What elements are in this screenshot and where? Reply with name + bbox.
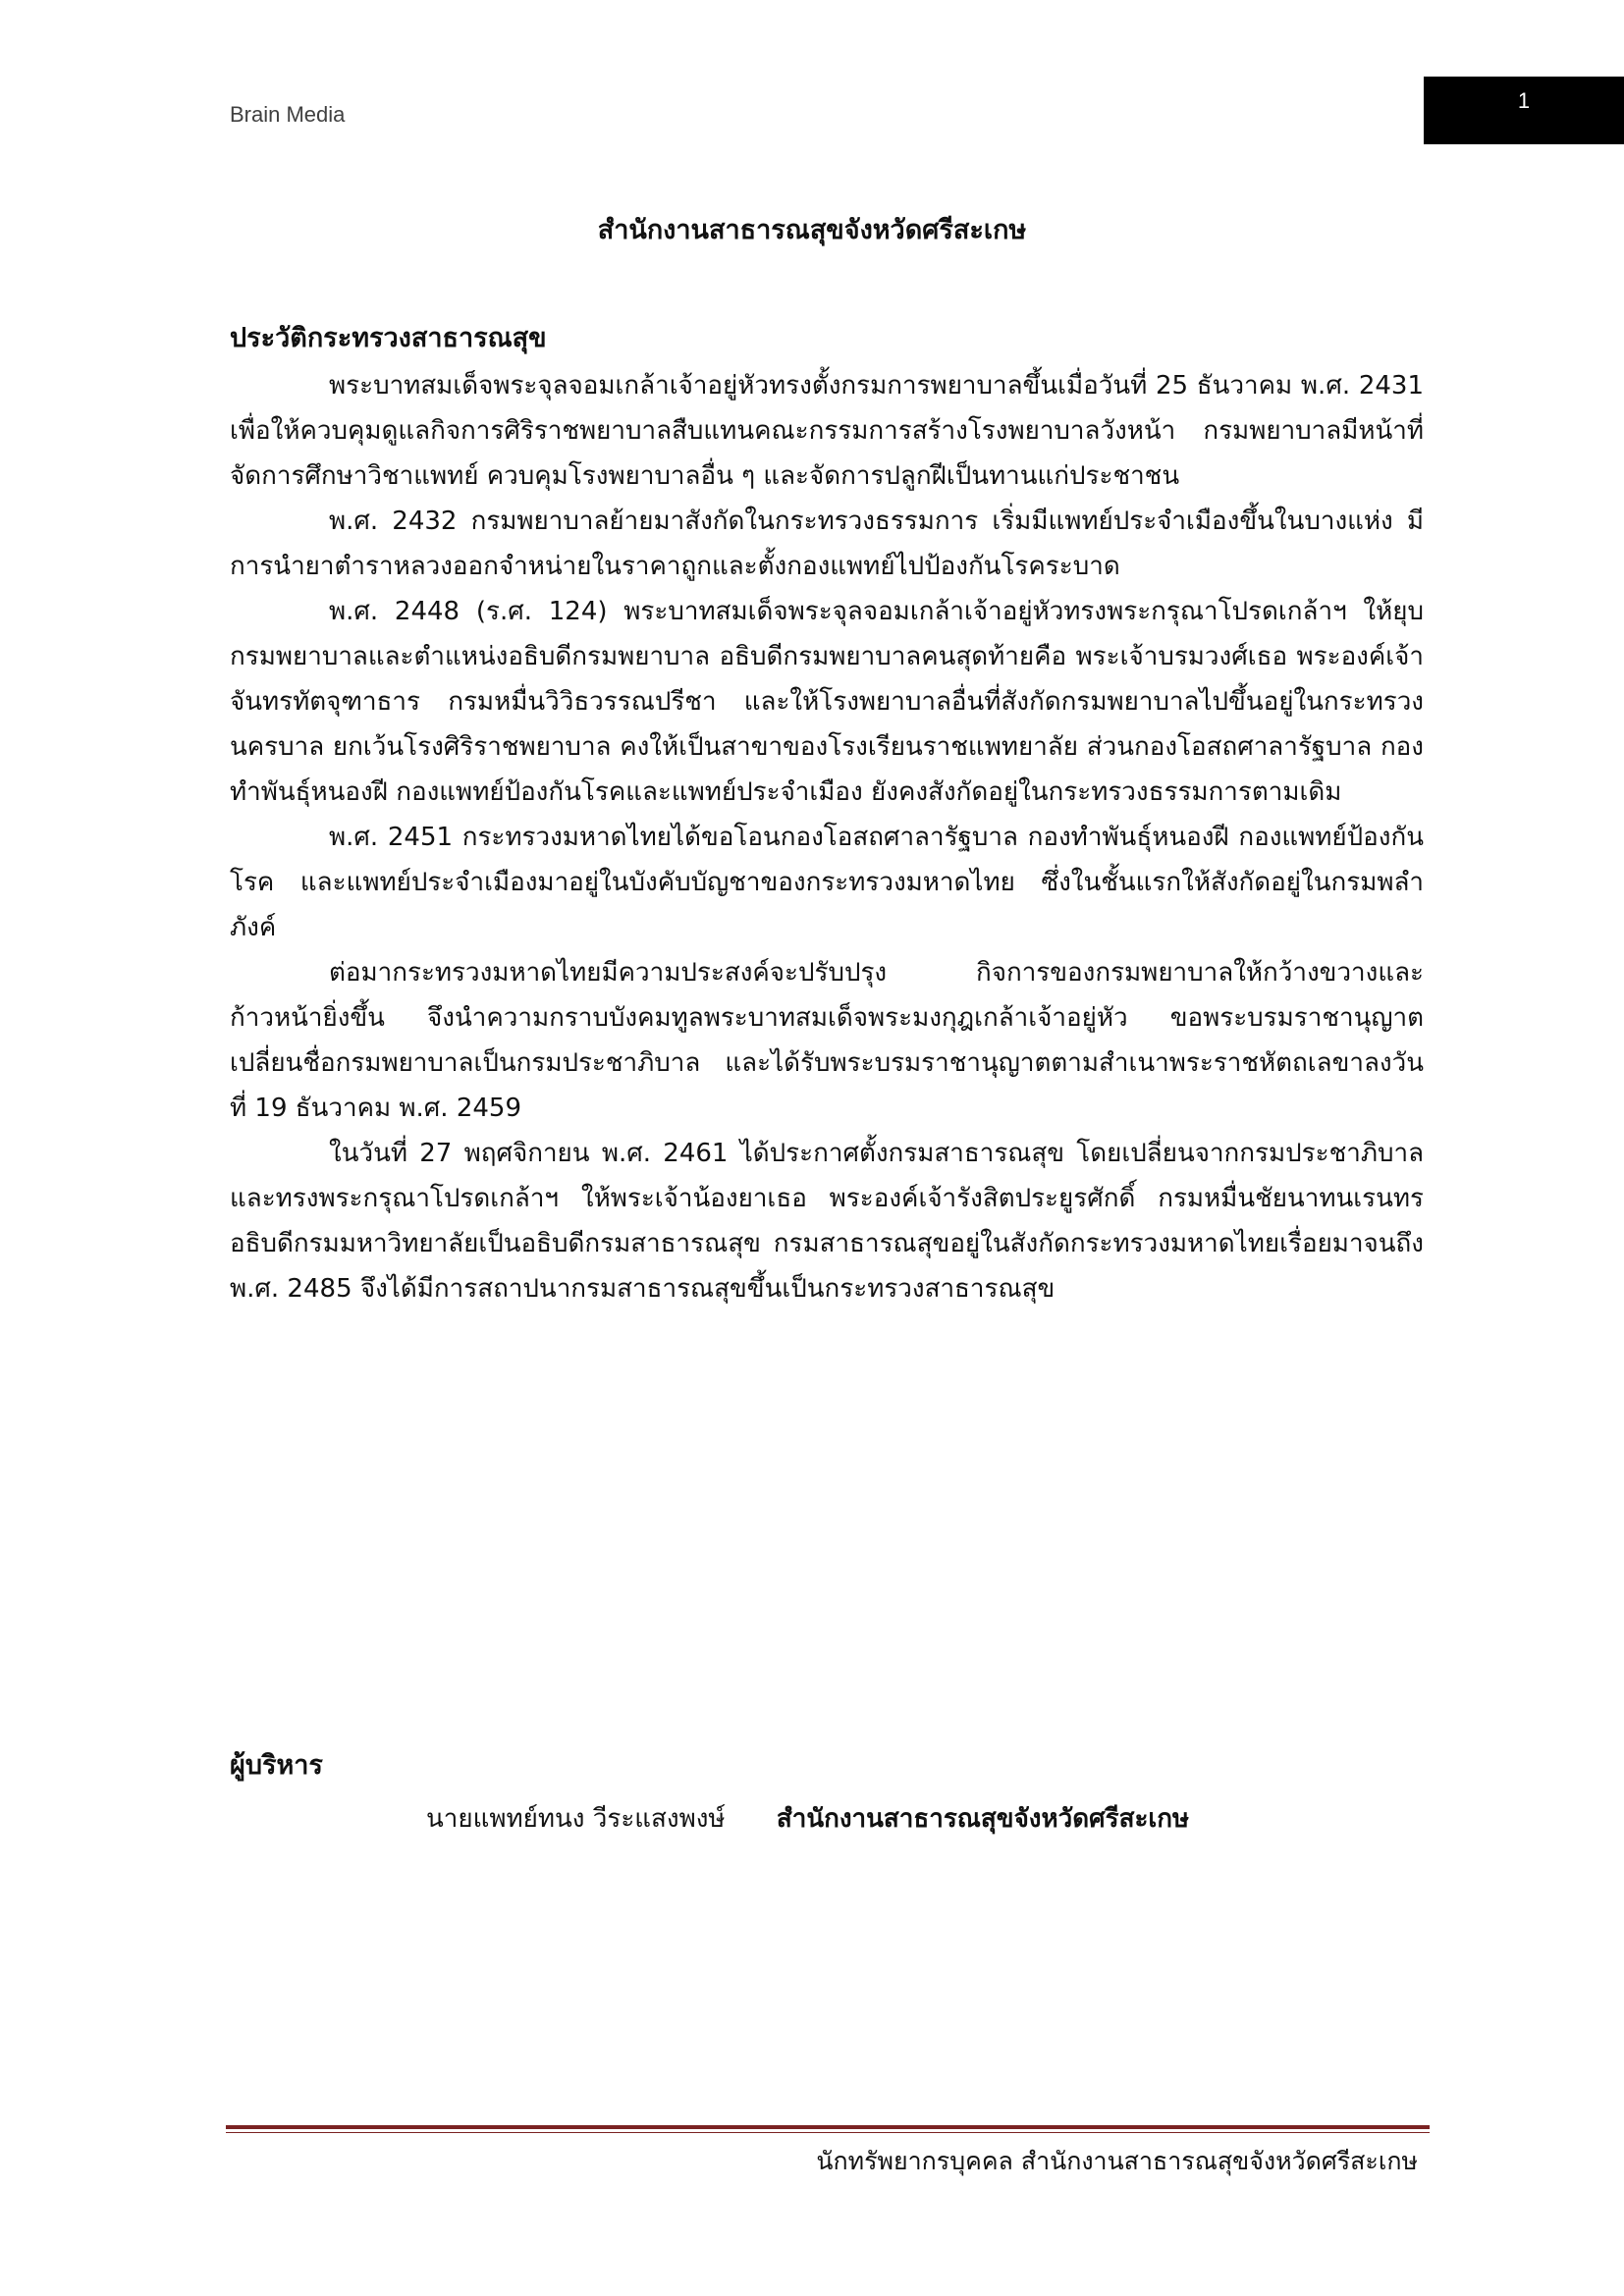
page-number: 1 xyxy=(1517,88,1531,113)
history-paragraph: พระบาทสมเด็จพระจุลจอมเกล้าเจ้าอยู่หัวทรงตั้งกรมการพยาบาลขึ้นเมื่อวันที่ 25 ธันวาคม พ.ศ. 2431 เพื่อให้ควบคุมดูแลกิจการศิริราชพยาบาลสืบแทนคณะกรรมการสร้างโรงพยาบาลวังหน้า กรมพยาบาลมีหน้าที่จัดการศึกษาวิชาแพทย์ ควบคุมโรงพยาบาลอื่น ๆ และจัดการปลูกฝีเป็นทานแก่ประชาชน xyxy=(230,371,1424,491)
document-title: สำนักงานสาธารณสุขจังหวัดศรีสะเกษ xyxy=(597,215,1027,245)
history-body xyxy=(230,363,1424,1311)
admin-office: สำนักงานสาธารณสุขจังหวัดศรีสะเกษ xyxy=(776,1804,1190,1834)
page-number-box xyxy=(1424,77,1624,144)
admin-line xyxy=(426,1798,1189,1839)
history-paragraph: ในวันที่ 27 พฤศจิกายน พ.ศ. 2461 ได้ประกาศตั้งกรมสาธารณสุข โดยเปลี่ยนจากกรมประชาภิบาล และทรงพระกรุณาโปรดเกล้าฯ ให้พระเจ้าน้องยาเธอ พระองค์เจ้ารังสิตประยูรศักดิ์ กรมหมื่นชัยนาทนเรนทร อธิบดีกรมมหาวิทยาลัยเป็นอธิบดีกรมสาธารณสุข กรมสาธารณสุขอยู่ในสังกัดกระทรวงมหาดไทยเรื่อยมาจนถึง พ.ศ. 2485 จึงได้มีการสถาปนากรมสาธารณสุขขึ้นเป็นกระทรวงสาธารณสุข xyxy=(230,1139,1424,1304)
history-paragraph: ต่อมากระทรวงมหาดไทยมีความประสงค์จะปรับปรุง กิจการของกรมพยาบาลให้กว้างขวางและก้าวหน้ายิ่งขึ้น จึงนำความกราบบังคมทูลพระบาทสมเด็จพระมงกุฎเกล้าเจ้าอยู่หัว ขอพระบรมราชานุญาตเปลี่ยนชื่อกรมพยาบาลเป็นกรมประชาภิบาล และได้รับพระบรมราชานุญาตตามสำเนาพระราชหัตถเลขาลงวันที่ 19 ธันวาคม พ.ศ. 2459 xyxy=(230,958,1424,1123)
history-paragraph: พ.ศ. 2451 กระทรวงมหาดไทยได้ขอโอนกองโอสถศาลารัฐบาล กองทำพันธุ์หนองฝี กองแพทย์ป้องกันโรค และแพทย์ประจำเมืองมาอยู่ในบังคับบัญชาของกระทรวงมหาดไทย ซึ่งในชั้นแรกให้สังกัดอยู่ในกรมพลำภังค์ xyxy=(230,823,1424,942)
admin-name: นายแพทย์ทนง วีระแสงพงษ์ xyxy=(426,1804,726,1834)
admin-heading: ผู้บริหาร xyxy=(230,1750,323,1781)
history-heading: ประวัติกระทรวงสาธารณสุข xyxy=(230,323,547,353)
footer-rule-thin xyxy=(226,2132,1430,2133)
brand-name: Brain Media xyxy=(230,102,346,127)
history-paragraph: พ.ศ. 2432 กรมพยาบาลย้ายมาสังกัดในกระทรวงธรรมการ เริ่มมีแพทย์ประจำเมืองขึ้นในบางแห่ง มีการนำยาตำราหลวงออกจำหน่ายในราคาถูกและตั้งกองแพทย์ไปป้องกันโรคระบาด xyxy=(230,507,1424,581)
history-paragraph: พ.ศ. 2448 (ร.ศ. 124) พระบาทสมเด็จพระจุลจอมเกล้าเจ้าอยู่หัวทรงพระกรุณาโปรดเกล้าฯ ให้ยุบกรมพยาบาลและตำแหน่งอธิบดีกรมพยาบาล อธิบดีกรมพยาบาลคนสุดท้ายคือ พระเจ้าบรมวงศ์เธอ พระองค์เจ้าจันทรทัตจุฑาธาร กรมหมื่นวิวิธวรรณปรีชา และให้โรงพยาบาลอื่นที่สังกัดกรมพยาบาลไปขึ้นอยู่ในกระทรวงนครบาล ยกเว้นโรงศิริราชพยาบาล คงให้เป็นสาขาของโรงเรียนราชแพทยาลัย ส่วนกองโอสถศาลารัฐบาล กองทำพันธุ์หนองฝี กองแพทย์ป้องกันโรคและแพทย์ประจำเมือง ยังคงสังกัดอยู่ในกระทรวงธรรมการตามเดิม xyxy=(230,597,1424,807)
footer-rule-thick xyxy=(226,2125,1430,2129)
footer-text: นักทรัพยากรบุคคล สำนักงานสาธารณสุขจังหวัดศรีสะเกษ xyxy=(816,2147,1418,2175)
